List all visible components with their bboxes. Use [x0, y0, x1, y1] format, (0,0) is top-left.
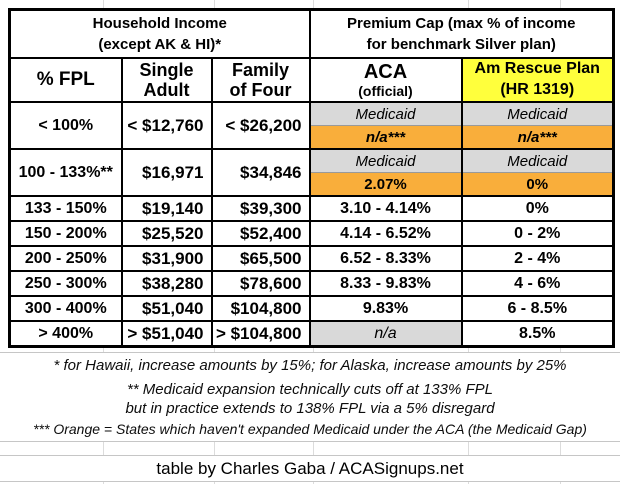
single-adult-cell: $25,520	[122, 221, 212, 246]
family-of-four-cell: < $26,200	[212, 102, 310, 149]
table-row-300-400	[10, 296, 614, 321]
family-line1: Family	[231, 59, 290, 80]
aca-premium-cap-cell: 8.33 - 9.83%	[310, 271, 462, 296]
family-of-four-cell: $34,846	[212, 149, 310, 196]
family-of-four-cell: $65,500	[212, 246, 310, 271]
footnote-hawaii-alaska: * for Hawaii, increase amounts by 15%; for Alaska, increase amounts by 25%	[0, 352, 620, 379]
fpl-cell: 100 - 133%**	[10, 149, 122, 196]
family-of-four-cell: $39,300	[212, 196, 310, 221]
aca-premium-cap-cell: 2.07%	[310, 173, 462, 197]
fpl-cell: 133 - 150%	[10, 196, 122, 221]
table-row-100-133	[10, 149, 614, 173]
arp-premium-cap-cell: 8.5%	[462, 321, 614, 347]
aca-line2: (official)	[358, 82, 413, 99]
arp-line2: (HR 1319)	[500, 81, 575, 98]
aca-premium-cap-cell: 6.52 - 8.33%	[310, 246, 462, 271]
aca-premium-cap-cell: 4.14 - 6.52%	[310, 221, 462, 246]
footnote-medicaid-line2: but in practice extends to 138% FPL via a 5% disregard	[125, 400, 495, 417]
arp-medicaid-cell: Medicaid	[462, 149, 614, 173]
column-header-am-rescue-plan	[462, 58, 614, 102]
table-row-150-200	[10, 221, 614, 246]
table-row-250-300	[10, 271, 614, 296]
family-of-four-cell: > $104,800	[212, 321, 310, 347]
single-adult-cell: $16,971	[122, 149, 212, 196]
single-adult-cell: > $51,040	[122, 321, 212, 347]
premium-header-line1: Premium Cap (max % of income	[347, 15, 576, 32]
table-row-200-250	[10, 246, 614, 271]
table-row-under-100	[10, 102, 614, 126]
arp-premium-cap-cell: 0 - 2%	[462, 221, 614, 246]
single-adult-cell: < $12,760	[122, 102, 212, 149]
footnote-medicaid-line1: ** Medicaid expansion technically cuts off at 133% FPL	[126, 381, 494, 398]
premium-cap-group-header	[310, 10, 614, 59]
family-of-four-cell: $52,400	[212, 221, 310, 246]
fpl-cell: 150 - 200%	[10, 221, 122, 246]
arp-premium-cap-cell: 2 - 4%	[462, 246, 614, 271]
fpl-cell: 300 - 400%	[10, 296, 122, 321]
column-header-family-of-four	[212, 58, 310, 102]
footnote-medicaid-gap: *** Orange = States which haven't expanded Medicaid under the ACA (the Medicaid Gap)	[0, 418, 620, 442]
premium-cap-table	[8, 8, 615, 348]
income-header-line2: (except AK & HI)*	[98, 36, 222, 53]
aca-line1: ACA	[363, 60, 408, 83]
single-adult-cell: $38,280	[122, 271, 212, 296]
single-line2: Adult	[143, 80, 190, 100]
family-of-four-cell: $104,800	[212, 296, 310, 321]
arp-premium-cap-cell: 4 - 6%	[462, 271, 614, 296]
aca-premium-cap-cell: 3.10 - 4.14%	[310, 196, 462, 221]
arp-premium-cap-cell: 0%	[462, 173, 614, 197]
premium-header-line2: for benchmark Silver plan)	[366, 36, 556, 53]
household-income-group-header	[10, 10, 310, 59]
column-header-single-adult	[122, 58, 212, 102]
footnote-medicaid-expansion	[0, 378, 620, 419]
arp-medicaid-cell: Medicaid	[462, 102, 614, 126]
table-credit: table by Charles Gaba / ACASignups.net	[0, 455, 620, 482]
arp-premium-cap-cell: 0%	[462, 196, 614, 221]
arp-line1: Am Rescue Plan	[474, 60, 600, 78]
arp-premium-cap-cell: 6 - 8.5%	[462, 296, 614, 321]
single-adult-cell: $31,900	[122, 246, 212, 271]
aca-not-applicable-cell: n/a	[310, 321, 462, 347]
fpl-cell: < 100%	[10, 102, 122, 149]
table-row-over-400	[10, 321, 614, 347]
column-header-fpl: % FPL	[10, 58, 122, 102]
arp-medicaid-gap-cell: n/a***	[462, 126, 614, 150]
single-line1: Single	[139, 59, 194, 80]
fpl-cell: 250 - 300%	[10, 271, 122, 296]
family-of-four-cell: $78,600	[212, 271, 310, 296]
aca-medicaid-cell: Medicaid	[310, 102, 462, 126]
aca-premium-cap-cell: 9.83%	[310, 296, 462, 321]
column-header-aca	[310, 58, 462, 102]
fpl-cell: > 400%	[10, 321, 122, 347]
aca-medicaid-cell: Medicaid	[310, 149, 462, 173]
single-adult-cell: $19,140	[122, 196, 212, 221]
income-header-line1: Household Income	[92, 15, 227, 32]
family-line2: of Four	[229, 80, 292, 100]
table-row-133-150	[10, 196, 614, 221]
single-adult-cell: $51,040	[122, 296, 212, 321]
aca-medicaid-gap-cell: n/a***	[310, 126, 462, 150]
fpl-cell: 200 - 250%	[10, 246, 122, 271]
